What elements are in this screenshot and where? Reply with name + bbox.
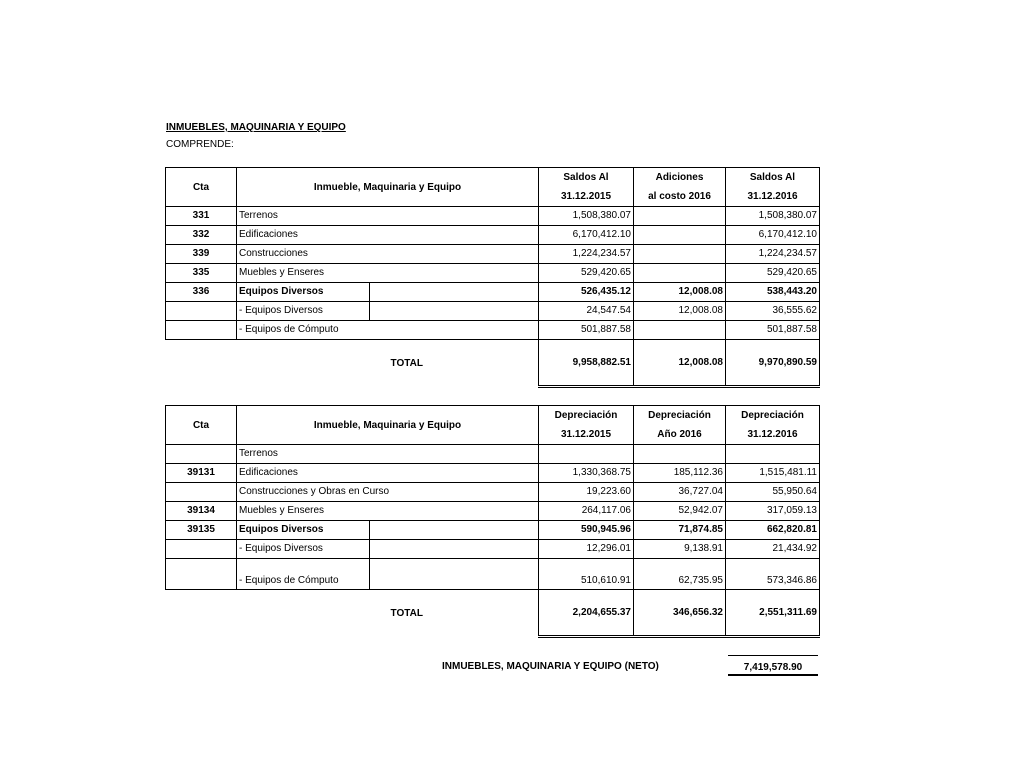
total-value-1: 9,958,882.51 bbox=[539, 340, 634, 387]
cell-value-1: 19,223.60 bbox=[539, 483, 634, 502]
cell-blank bbox=[370, 283, 539, 302]
cell-value-2 bbox=[634, 321, 726, 340]
cell-value-2 bbox=[634, 245, 726, 264]
cell-description: Construcciones bbox=[237, 245, 539, 264]
cell-description: Edificaciones bbox=[237, 464, 539, 483]
cell-value-3: 1,515,481.11 bbox=[726, 464, 820, 483]
cell-value-2: 52,942.07 bbox=[634, 502, 726, 521]
cell-value-1: 510,610.91 bbox=[539, 559, 634, 590]
table-row bbox=[166, 321, 820, 340]
page-subtitle: COMPRENDE: bbox=[166, 139, 234, 150]
total-label: TOTAL bbox=[166, 590, 539, 637]
cell-value-3 bbox=[726, 445, 820, 464]
table-row bbox=[166, 226, 820, 245]
cell-cta bbox=[166, 483, 237, 502]
cell-description: Muebles y Enseres bbox=[237, 502, 539, 521]
cell-value-1: 12,296.01 bbox=[539, 540, 634, 559]
cell-value-3: 662,820.81 bbox=[726, 521, 820, 540]
header-cta: Cta bbox=[166, 168, 237, 207]
header-col3-bottom: 31.12.2016 bbox=[726, 187, 820, 207]
cell-description: Muebles y Enseres bbox=[237, 264, 539, 283]
cell-cta: 339 bbox=[166, 245, 237, 264]
header-col2-top: Depreciación bbox=[634, 406, 726, 426]
header-description: Inmueble, Maquinaria y Equipo bbox=[237, 406, 539, 445]
cell-value-2: 12,008.08 bbox=[634, 302, 726, 321]
table-row bbox=[166, 207, 820, 226]
header-description: Inmueble, Maquinaria y Equipo bbox=[237, 168, 539, 207]
header-col1-top: Depreciación bbox=[539, 406, 634, 426]
cell-value-3: 538,443.20 bbox=[726, 283, 820, 302]
net-total-value: 7,419,578.90 bbox=[728, 655, 818, 676]
total-row bbox=[166, 340, 820, 387]
header-col3-top: Saldos Al bbox=[726, 168, 820, 188]
header-col2-bottom: Año 2016 bbox=[634, 425, 726, 445]
cell-value-1: 24,547.54 bbox=[539, 302, 634, 321]
cell-value-1: 1,330,368.75 bbox=[539, 464, 634, 483]
cell-value-3: 573,346.86 bbox=[726, 559, 820, 590]
cell-value-2 bbox=[634, 207, 726, 226]
table-row bbox=[166, 245, 820, 264]
cell-value-1: 1,224,234.57 bbox=[539, 245, 634, 264]
cell-cta bbox=[166, 321, 237, 340]
table-row bbox=[166, 283, 820, 302]
cell-cta: 332 bbox=[166, 226, 237, 245]
cell-cta: 39135 bbox=[166, 521, 237, 540]
cell-cta bbox=[166, 540, 237, 559]
header-col3-bottom: 31.12.2016 bbox=[726, 425, 820, 445]
cell-value-1: 6,170,412.10 bbox=[539, 226, 634, 245]
cell-cta: 336 bbox=[166, 283, 237, 302]
cell-value-1: 529,420.65 bbox=[539, 264, 634, 283]
cell-value-2: 9,138.91 bbox=[634, 540, 726, 559]
header-col1-bottom: 31.12.2015 bbox=[539, 425, 634, 445]
header-col1-top: Saldos Al bbox=[539, 168, 634, 188]
cell-value-3: 1,508,380.07 bbox=[726, 207, 820, 226]
cell-value-2 bbox=[634, 226, 726, 245]
cell-value-2: 71,874.85 bbox=[634, 521, 726, 540]
cell-value-3: 55,950.64 bbox=[726, 483, 820, 502]
header-cta: Cta bbox=[166, 406, 237, 445]
cell-description: - Equipos Diversos bbox=[237, 302, 370, 321]
cell-description: Edificaciones bbox=[237, 226, 539, 245]
header-col1-bottom: 31.12.2015 bbox=[539, 187, 634, 207]
cell-value-3: 501,887.58 bbox=[726, 321, 820, 340]
cell-description: - Equipos Diversos bbox=[237, 540, 370, 559]
cell-value-2: 185,112.36 bbox=[634, 464, 726, 483]
total-row bbox=[166, 590, 820, 637]
table-row bbox=[166, 540, 820, 559]
net-total-label: INMUEBLES, MAQUINARIA Y EQUIPO (NETO) bbox=[442, 661, 659, 672]
cell-value-1: 1,508,380.07 bbox=[539, 207, 634, 226]
table-row bbox=[166, 264, 820, 283]
cell-value-3: 36,555.62 bbox=[726, 302, 820, 321]
depreciation-table bbox=[165, 405, 820, 638]
cell-description: Equipos Diversos bbox=[237, 283, 370, 302]
total-label: TOTAL bbox=[166, 340, 539, 387]
cell-value-2 bbox=[634, 445, 726, 464]
cell-description: - Equipos de Cómputo bbox=[237, 559, 370, 590]
cell-value-3: 21,434.92 bbox=[726, 540, 820, 559]
cell-cta bbox=[166, 445, 237, 464]
cell-description: - Equipos de Cómputo bbox=[237, 321, 539, 340]
cell-blank bbox=[370, 559, 539, 590]
table-row bbox=[166, 559, 820, 590]
table-row bbox=[166, 521, 820, 540]
total-value-3: 9,970,890.59 bbox=[726, 340, 820, 387]
cell-cta: 39134 bbox=[166, 502, 237, 521]
table-row bbox=[166, 464, 820, 483]
total-value-3: 2,551,311.69 bbox=[726, 590, 820, 637]
cell-value-1: 590,945.96 bbox=[539, 521, 634, 540]
cell-value-2: 62,735.95 bbox=[634, 559, 726, 590]
total-value-2: 346,656.32 bbox=[634, 590, 726, 637]
cell-cta: 335 bbox=[166, 264, 237, 283]
total-value-2: 12,008.08 bbox=[634, 340, 726, 387]
table-row bbox=[166, 483, 820, 502]
table-row bbox=[166, 502, 820, 521]
cell-blank bbox=[370, 540, 539, 559]
cell-value-3: 1,224,234.57 bbox=[726, 245, 820, 264]
cell-value-2: 36,727.04 bbox=[634, 483, 726, 502]
cell-description: Terrenos bbox=[237, 207, 539, 226]
cell-cta: 331 bbox=[166, 207, 237, 226]
cell-value-1: 501,887.58 bbox=[539, 321, 634, 340]
cell-value-3: 317,059.13 bbox=[726, 502, 820, 521]
header-col2-top: Adiciones bbox=[634, 168, 726, 188]
table-row bbox=[166, 445, 820, 464]
cell-value-3: 6,170,412.10 bbox=[726, 226, 820, 245]
header-col3-top: Depreciación bbox=[726, 406, 820, 426]
total-value-1: 2,204,655.37 bbox=[539, 590, 634, 637]
cell-blank bbox=[370, 302, 539, 321]
cell-blank bbox=[370, 521, 539, 540]
header-col2-bottom: al costo 2016 bbox=[634, 187, 726, 207]
assets-balance-table bbox=[165, 167, 820, 388]
cell-cta: 39131 bbox=[166, 464, 237, 483]
cell-description: Equipos Diversos bbox=[237, 521, 370, 540]
cell-value-1: 264,117.06 bbox=[539, 502, 634, 521]
cell-value-1: 526,435.12 bbox=[539, 283, 634, 302]
page-title: INMUEBLES, MAQUINARIA Y EQUIPO bbox=[166, 122, 346, 133]
cell-value-1 bbox=[539, 445, 634, 464]
cell-value-2: 12,008.08 bbox=[634, 283, 726, 302]
cell-value-3: 529,420.65 bbox=[726, 264, 820, 283]
cell-cta bbox=[166, 559, 237, 590]
cell-description: Construcciones y Obras en Curso bbox=[237, 483, 539, 502]
table-row bbox=[166, 302, 820, 321]
cell-value-2 bbox=[634, 264, 726, 283]
cell-cta bbox=[166, 302, 237, 321]
cell-description: Terrenos bbox=[237, 445, 539, 464]
